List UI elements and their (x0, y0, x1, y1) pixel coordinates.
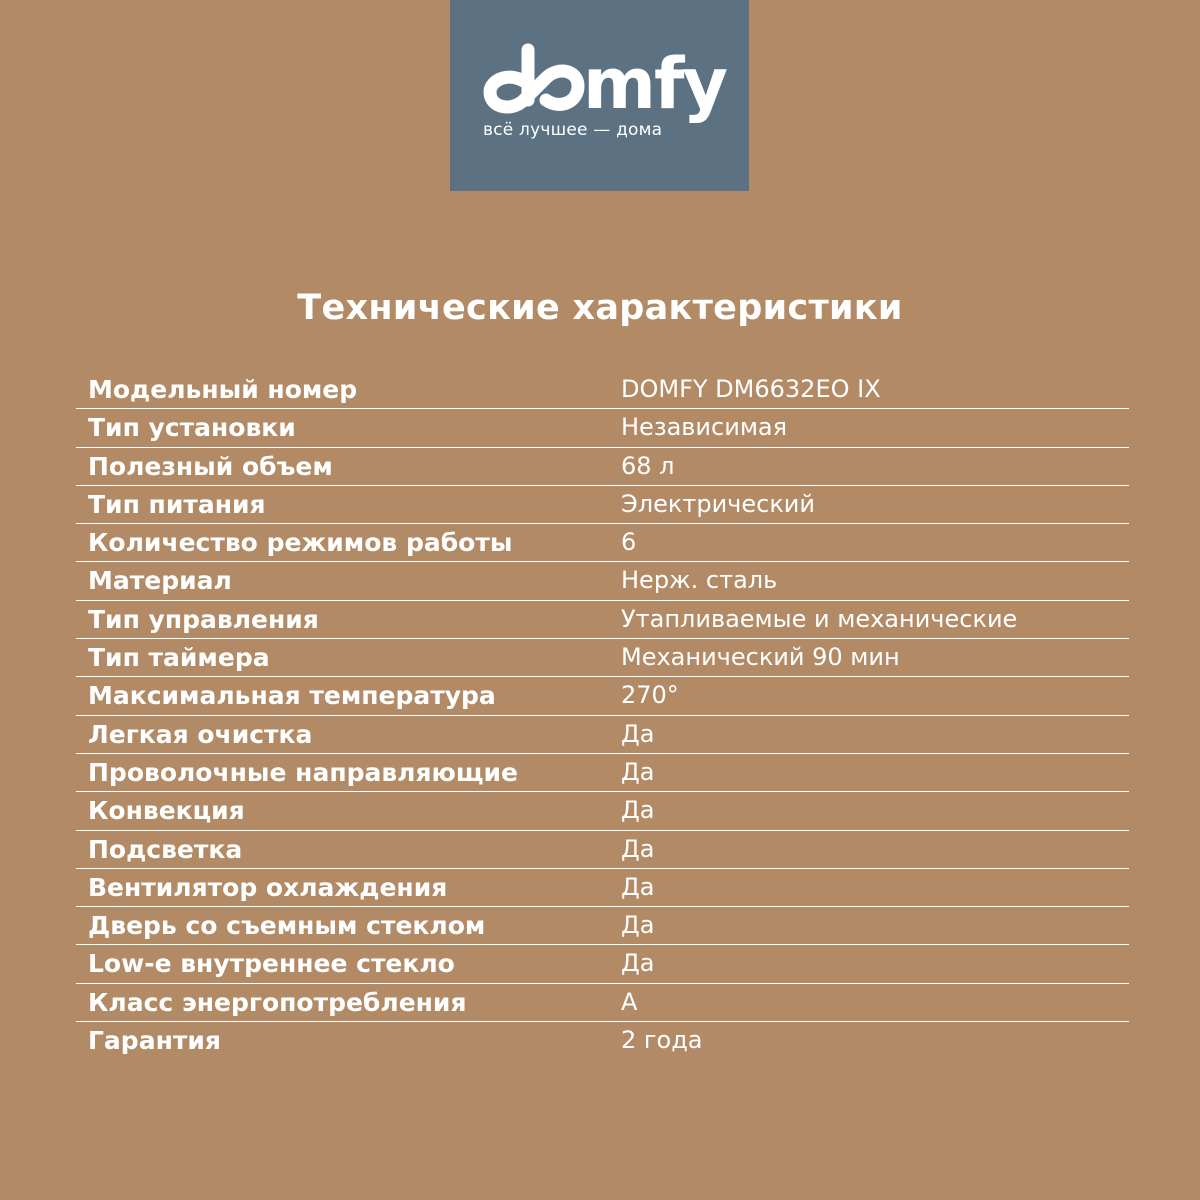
spec-label: Проволочные направляющие (88, 757, 518, 787)
spec-row (76, 831, 1129, 869)
spec-table (76, 371, 1129, 1060)
spec-row (76, 869, 1129, 907)
spec-label: Материал (88, 566, 232, 596)
spec-value: Да (621, 949, 655, 978)
spec-label: Конвекция (88, 796, 245, 826)
spec-value: Независимая (621, 413, 788, 442)
spec-row (76, 792, 1129, 830)
spec-row (76, 409, 1129, 447)
spec-row (76, 639, 1129, 677)
spec-row (76, 371, 1129, 409)
spec-label: Количество режимов работы (88, 528, 513, 558)
spec-label: Гарантия (88, 1026, 221, 1056)
spec-label: Модельный номер (88, 375, 358, 404)
spec-label: Тип питания (88, 489, 266, 519)
spec-value: Да (621, 757, 655, 786)
spec-row (76, 984, 1129, 1022)
spec-label: Вентилятор охлаждения (88, 872, 448, 902)
spec-row (76, 562, 1129, 600)
spec-value: Да (621, 834, 655, 863)
spec-value: 2 года (621, 1026, 703, 1055)
page-title: Технические характеристики (297, 288, 903, 328)
brand-logo (450, 0, 749, 191)
spec-label: Легкая очистка (88, 719, 313, 749)
spec-row (76, 754, 1129, 792)
spec-value: Электрический (621, 489, 816, 518)
spec-value: Механический 90 мин (621, 643, 900, 672)
spec-label: Максимальная температура (88, 681, 496, 711)
spec-label: Подсветка (88, 834, 243, 864)
spec-value: Да (621, 872, 655, 901)
spec-row (76, 486, 1129, 524)
domfy-wordmark-logo (450, 0, 749, 191)
spec-label: Тип установки (88, 413, 296, 443)
spec-value: Да (621, 719, 655, 748)
spec-value: DOMFY DM6632EO IX (621, 375, 881, 403)
spec-row (76, 945, 1129, 983)
spec-value: Утапливаемые и механические (621, 604, 1018, 633)
spec-label: Тип управления (88, 604, 319, 634)
spec-value: Нерж. сталь (621, 566, 778, 595)
spec-label: Тип таймера (88, 643, 270, 673)
spec-row (76, 524, 1129, 562)
spec-label: Полезный объем (88, 451, 333, 481)
spec-label: Low-e внутреннее стекло (88, 949, 455, 979)
spec-row (76, 601, 1129, 639)
spec-value: Да (621, 796, 655, 825)
spec-value: Да (621, 911, 655, 940)
spec-label: Дверь со съемным стеклом (88, 911, 486, 941)
svg-text:mfy: mfy (583, 43, 727, 125)
spec-row (76, 448, 1129, 486)
brand-tagline: всё лучшее — дома (483, 120, 663, 140)
spec-row (76, 716, 1129, 754)
spec-label: Класс энергопотребления (88, 987, 467, 1017)
spec-value: А (621, 987, 638, 1016)
spec-value: 68 л (621, 451, 675, 480)
spec-value: 6 (621, 528, 637, 557)
spec-row (76, 677, 1129, 715)
spec-row (76, 1022, 1129, 1060)
spec-row (76, 907, 1129, 945)
spec-value: 270° (621, 681, 679, 710)
